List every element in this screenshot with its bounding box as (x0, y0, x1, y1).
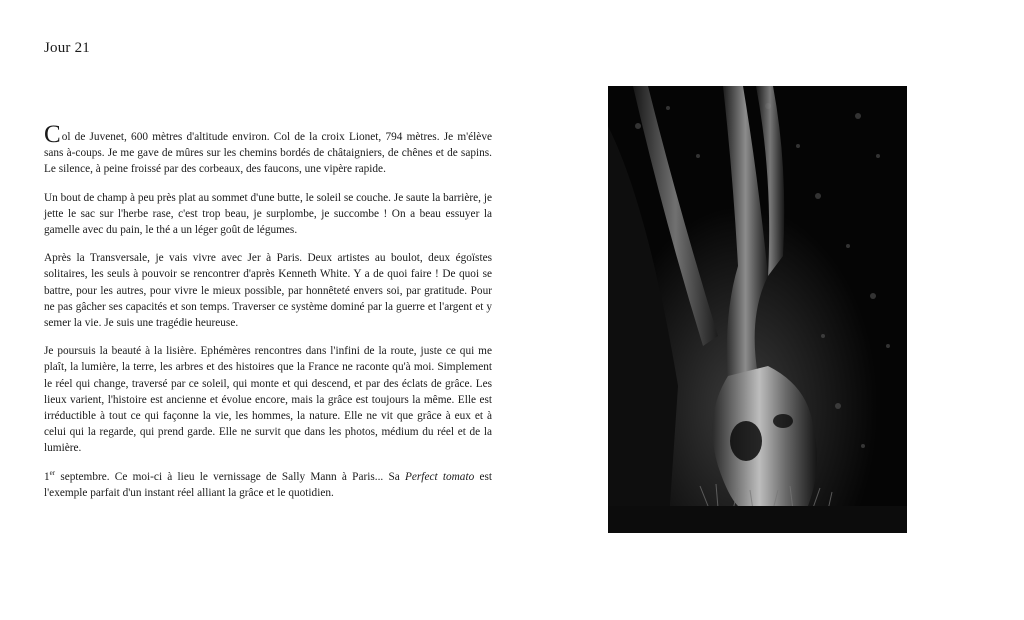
date-number: 1 (44, 470, 50, 483)
body-text (44, 121, 493, 513)
date-ordinal: er (49, 468, 56, 477)
paragraph-5 (44, 469, 492, 501)
paragraph-4: Je poursuis la beauté à la lisière. Ephémères rencontres dans l'infini de la route, juste ce qui me plaît, la lumière, la terre, les arbres et des histoires que la France ne raconte qu'à moi. Simplement le réel qui change, traversé par ce soleil, qui monte et qui descend, et par des éclats de grâce. Les lieux varient, l'histoire est ancienne et évolue encore, mais la grâce est toujours la même. Elle est irréductible à tout ce qui façonne la vie, les hommes, la nature. Elle ne vit que grâce à eux et à celui qui la regarde, qui prend garde. Elle ne survit que dans les photos, médium du réel et de la lumière. (44, 345, 492, 455)
page-heading: Jour 21 (44, 40, 90, 56)
paragraph-1-text: ol de Juvenet, 600 mètres d'altitude environ. Col de la croix Lionet, 794 mètres. Je m'élève sans à-coups. Je me gave de mûres sur les chemins bordés de châtaigniers, de chênes et de sapins. Le silence, à peine froissé par des corbeaux, des faucons, une vipère rapide. (44, 131, 492, 176)
paragraph-1 (44, 121, 492, 178)
paragraph-5-text-a: septembre. Ce moi-ci à lieu le vernissage de Sally Mann à Paris... Sa (55, 470, 405, 483)
tree-photograph (608, 86, 907, 533)
drop-cap: C (44, 121, 61, 148)
artwork-title: Perfect tomato (405, 470, 475, 483)
paragraph-5-text-b: est l'exemple parfait d'un instant réel alliant la grâce et le quotidien. (44, 470, 493, 499)
tree-photo-illustration (608, 86, 907, 533)
paragraph-2: Un bout de champ à peu près plat au sommet d'une butte, le soleil se couche. Je saute la barrière, je jette le sac sur l'herbe rase, c'est trop beau, je surplombe, je succombe ! On a beau essuyer la gamelle avec du pain, le thé a un léger goût de légumes. (44, 191, 492, 237)
paragraph-3: Après la Transversale, je vais vivre avec Jer à Paris. Deux artistes au boulot, deux égoïstes solitaires, les seuls à pouvoir se rencontrer d'après Kenneth White. Y a de quoi faire ! De quoi se battre, pour les autres, pour vivre le mieux possible, par honnêteté envers soi, par gratitude. Pour ne pas gâcher ses capacités et son temps. Traverser ce système dominé par la guerre et l'argent et y semer la vie. Je suis une tragédie heureuse. (44, 252, 492, 330)
